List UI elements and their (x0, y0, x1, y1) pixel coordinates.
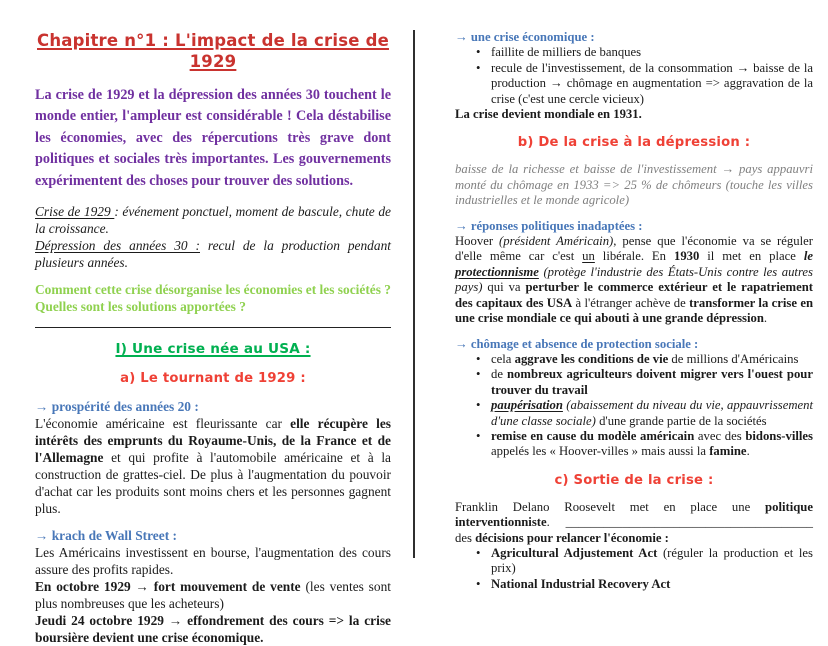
arrow-subheading (35, 398, 391, 415)
paragraph (35, 415, 391, 517)
text-run: Franklin Delano Roosevelt met en place une (455, 499, 766, 514)
text-run: La crise de 1929 et la dépression des années 30 touchent le monde entier, l'ampleur est considérable ! Cela déstabilise les économies, avec des répercutions très grave dont politiques et sociales très importantes. Les gouvernements expérimentent des choses pour trouver des solutions. (35, 87, 391, 189)
intro-paragraph (35, 85, 391, 192)
text-run: National Industrial Recovery Act (491, 576, 671, 591)
bullet-list (455, 546, 813, 592)
text-run: baisse de la richesse et baisse de l'investissement → pays appauvri monté du chômage en 1933 => 25 % de chômeurs (touche les villes industrielles et le monde agricole) (455, 162, 813, 208)
spacer (35, 271, 391, 281)
text-run: . (763, 311, 768, 326)
bullet-item (455, 577, 813, 592)
paragraph (35, 237, 391, 271)
text-run: Crise de 1929 (35, 204, 115, 220)
text-run: il met en place (699, 249, 804, 264)
arrow-subheading (455, 219, 813, 234)
bullet-list (455, 45, 813, 107)
text-run: , pense que l'économie va se réguler d'elle même car c'est (455, 234, 813, 264)
bullet-list (455, 352, 813, 460)
text-run: Les Américains investissent en bourse, l'augmentation des cours assure des profits rapides. (35, 545, 391, 578)
column-divider (413, 30, 415, 558)
right-column (455, 30, 813, 592)
paragraph (455, 162, 813, 208)
text-run: Agricultural Adjustement Act (491, 545, 658, 560)
spacer (35, 517, 391, 527)
arrow-subheading (35, 527, 391, 544)
text-run: (abaissement du niveau du vie, appauvrissement d'une classe sociale) (491, 398, 814, 428)
text-run: → prospérité des années 20 : (35, 399, 199, 415)
text-run: appelés les « Hoover-villes » mais aussi la (491, 444, 710, 459)
bullet-item (455, 61, 813, 107)
text-run: à l'étranger achève de (572, 295, 690, 310)
text-run: c) Sortie de la crise : (554, 472, 714, 488)
paragraph (35, 544, 391, 578)
text-run: → krach de Wall Street : (35, 528, 177, 544)
text-run: bidons-villes (745, 428, 813, 443)
text-run: b) De la crise à la dépression : (517, 135, 751, 151)
chapter-title (35, 30, 391, 72)
paragraph (35, 203, 391, 237)
sub-part-heading (455, 472, 813, 489)
bullet-item (455, 45, 813, 60)
text-run: et qui profite à l'automobile américaine et à la construction de grattes-ciel. De plus à l'augmentation du pouvoir d'achat car les produits sont moins chers et les personnes gagnent plus. (35, 450, 391, 517)
bullet-icon: • (476, 367, 481, 382)
text-run: : événement ponctuel, moment de bascule, chute de la croissance. (35, 204, 391, 237)
text-run: elle récupère les intérêts des emprunts du Royaume-Unis, de la France et de l'Allemagne (35, 416, 391, 466)
bullet-icon: • (476, 60, 481, 75)
text-run: L'économie américaine est fleurissante car (35, 416, 291, 432)
left-column (35, 30, 391, 646)
text-run: (réguler la production et les prix) (491, 545, 813, 576)
paragraph (455, 107, 813, 122)
bullet-icon: • (476, 351, 481, 366)
text-run: libérale. En (594, 249, 674, 264)
paragraph (455, 500, 813, 546)
text-run: → réponses politiques inadaptées : (455, 218, 643, 233)
horizontal-rule (35, 327, 391, 328)
arrow-subheading (455, 337, 813, 352)
text-run: Chapitre n°1 : L'impact de la crise de 1929 (37, 31, 389, 71)
bullet-icon: • (476, 576, 481, 591)
spacer (455, 327, 813, 337)
sub-part-heading (35, 370, 391, 387)
paragraph (35, 578, 391, 612)
text-run: La crise devient mondiale en 1931. (455, 107, 642, 122)
text-run: aggrave les conditions de vie (514, 351, 669, 366)
text-run: Comment cette crise désorganise les économies et les sociétés ? Quelles sont les solutions apportées ? (35, 282, 391, 315)
text-run: un (582, 249, 595, 264)
text-run: 1930 (673, 249, 700, 264)
bullet-icon: • (476, 398, 481, 413)
spacer (455, 209, 813, 219)
text-run: politique interventionniste (455, 499, 813, 530)
text-run: famine (709, 444, 747, 459)
bullet-icon: • (476, 45, 481, 60)
text-run: → une crise économique : (455, 30, 595, 44)
text-run: I) Une crise née au USA : (115, 341, 311, 358)
part-heading (35, 341, 391, 358)
text-run: . _______________________________________ des (455, 515, 813, 545)
paragraph (35, 281, 391, 315)
text-run: (président Américain) (499, 234, 614, 249)
text-run: de millions d'Américains (668, 351, 799, 366)
text-run: nombreux agriculteurs doivent migrer vers l'ouest pour trouver du travail (491, 367, 813, 397)
bullet-icon: • (476, 545, 481, 560)
text-run: d'une grande partie de la sociétés (595, 413, 767, 428)
text-run: cela (491, 351, 515, 366)
text-run: recule de l'investissement, de la consommation → baisse de la production → chômage en augmentation => aggravation de la crise (c'est une cercle vicieux) (491, 60, 813, 106)
text-run: décisions pour relancer l'économie : (475, 530, 669, 545)
text-run: faillite de milliers de banques (491, 45, 642, 60)
text-run: qui va (482, 280, 526, 295)
text-run: protectionnisme (455, 264, 539, 279)
text-run: (les ventes sont plus nombreuses que les acheteurs) (35, 579, 391, 612)
text-run: . (746, 444, 750, 459)
bullet-item (455, 352, 813, 367)
text-run: (protège l'industrie des États-Unis contre les autres pays) (455, 264, 813, 295)
text-run: Jeudi 24 octobre 1929 → effondrement des cours => la crise boursière devient une crise économique. (35, 613, 391, 646)
text-run: recul de la production pendant plusieurs années. (35, 238, 391, 271)
bullet-item (455, 398, 813, 429)
arrow-subheading (455, 30, 813, 45)
paragraph (35, 612, 391, 646)
text-run: Hoover (455, 234, 500, 249)
text-run: En octobre 1929 → fort mouvement de vente (35, 579, 301, 595)
bullet-item (455, 367, 813, 398)
sub-part-heading (455, 134, 813, 151)
text-run: Dépression des années 30 : (35, 238, 200, 254)
text-run: de (491, 367, 507, 382)
text-run: perturber le commerce extérieur et le rapatriement des capitaux des USA (455, 280, 813, 310)
bullet-item (455, 546, 813, 577)
text-run: paupérisation (491, 398, 563, 413)
text-run: a) Le tournant de 1929 : (120, 371, 306, 387)
text-run: le (803, 249, 813, 264)
text-run: remise en cause du modèle américain (491, 428, 695, 443)
text-run: transformer la crise en une crise mondiale ce qui abouti à une grande dépression (455, 295, 814, 326)
text-run: → chômage et absence de protection sociale : (455, 336, 699, 351)
paragraph (455, 234, 813, 326)
bullet-icon: • (476, 428, 481, 443)
text-run: avec des (694, 428, 746, 443)
bullet-item (455, 429, 813, 460)
